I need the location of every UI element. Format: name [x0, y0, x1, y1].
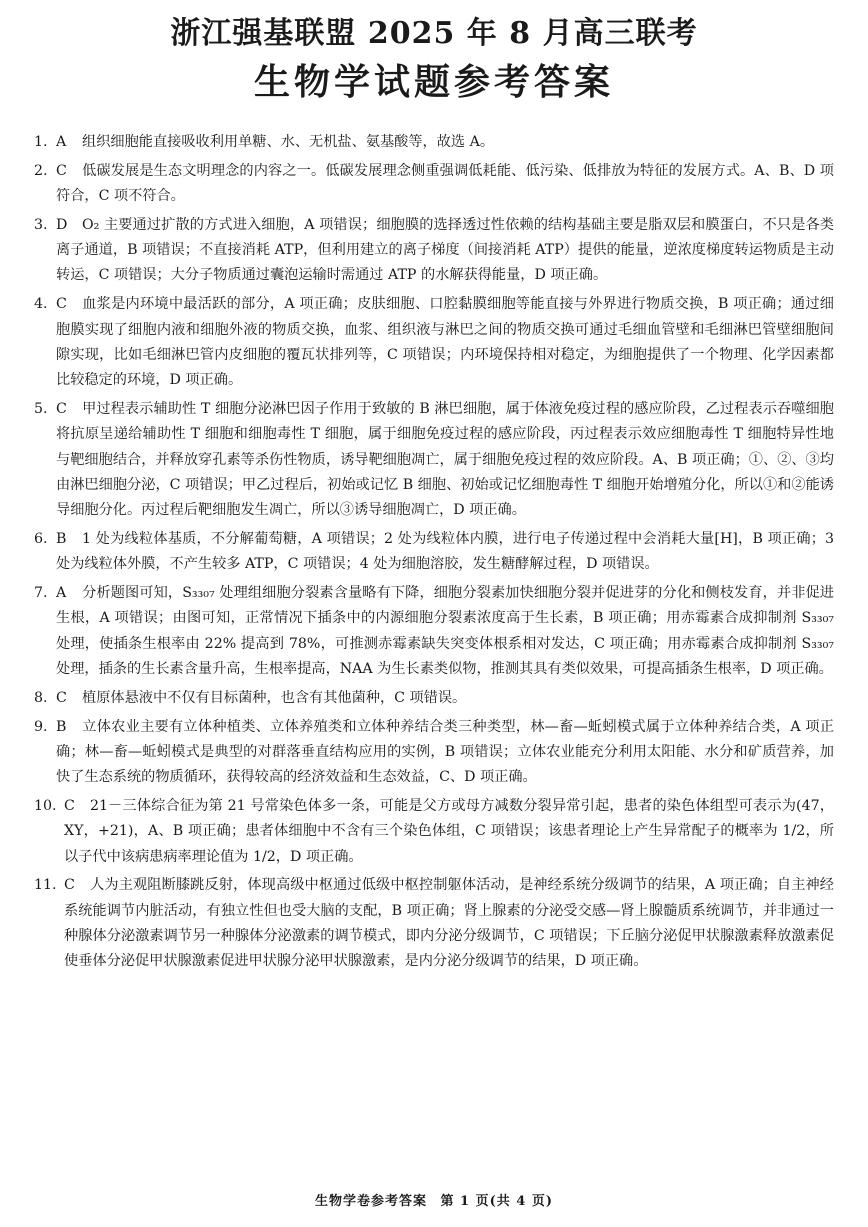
answer-choice: C [64, 797, 75, 814]
question-number: 10. [34, 797, 57, 814]
answer-choice: B [56, 718, 67, 735]
answer-explanation: 1 处为线粒体基质，不分解葡萄糖，A 项错误；2 处为线粒体内膜，进行电子传递过程中会消耗大量[H]，B 项正确；3 处为线粒体外膜，不产生较多 ATP，C 项错误；4 处为细胞溶胶，发生糖酵解过程，D 项错误。 [56, 530, 834, 573]
answer-item-2 [34, 159, 834, 210]
question-number: 3. [34, 216, 48, 233]
answer-item-5 [34, 397, 834, 523]
answer-choice: D [56, 216, 68, 233]
answer-choice: A [56, 585, 67, 602]
question-number: 5. [34, 400, 48, 417]
answer-explanation: 甲过程表示辅助性 T 细胞分泌淋巴因子作用于致敏的 B 淋巴细胞，属于体液免疫过程的感应阶段，乙过程表示吞噬细胞将抗原呈递给辅助性 T 细胞和细胞毒性 T 细胞，属于细胞免疫过程的感应阶段，丙过程表示效应细胞毒性 T 细胞特异性地与靶细胞结合，并释放穿孔素等杀伤性物质，诱导靶细胞凋亡，属于细胞免疫过程的效应阶段。A、B 项正确；①、②、③均由淋巴细胞分泌，C 项错误；甲乙过程后，初始或记忆 B 细胞、初始或记忆细胞毒性 T 细胞开始增殖分化，所以①和②能诱导细胞分化。丙过程后靶细胞发生凋亡，所以③诱导细胞凋亡，D 项正确。 [56, 400, 834, 519]
answer-item-9 [34, 715, 834, 791]
question-number: 1. [34, 134, 48, 150]
answer-item-4 [34, 292, 834, 393]
answer-explanation: 分析题图可知，S₃₃₀₇ 处理组细胞分裂素含量略有下降，细胞分裂素加快细胞分裂并促进芽的分化和侧枝发育，并非促进生根，A 项错误；由图可知，正常情况下插条中的内源细胞分裂素浓度高于生长素，B 项正确；用赤霉素合成抑制剂 S₃₃₀₇ 处理，使插条生根率由 22% 提高到 78%，可推测赤霉素缺失突变体根系相对发达，C 项正确；用赤霉素合成抑制剂 S₃₃₀₇ 处理，插条的生长素含量升高，生根率提高，NAA 为生长素类似物，推测其具有类似效果，可提高插条生根率，D 项正确。 [56, 585, 834, 677]
answer-explanation: 立体农业主要有立体种植类、立体养殖类和立体种养结合类三种类型，林—畜—蚯蚓模式属于立体种养结合类，A 项正确；林—畜—蚯蚓模式是典型的对群落垂直结构应用的实例，B 项错误；立体农业能充分利用太阳能、水分和矿质营养，加快了生态系统的物质循环，获得较高的经济效益和生态效益，C、D 项正确。 [56, 718, 834, 786]
question-number: 9. [34, 718, 48, 735]
answer-item-1 [34, 130, 834, 155]
page-number: 第 1 页(共 4 页) [440, 1194, 554, 1209]
answer-item-10 [34, 794, 834, 870]
answer-choice: C [56, 689, 67, 706]
answer-explanation: 低碳发展是生态文明理念的内容之一。低碳发展理念侧重强调低耗能、低污染、低排放为特征的发展方式。A、B、D 项符合，C 项不符合。 [56, 162, 834, 205]
answer-choice: C [56, 162, 67, 179]
answer-item-6 [34, 527, 834, 578]
answer-explanation: 血浆是内环境中最活跃的部分，A 项正确；皮肤细胞、口腔黏膜细胞等能直接与外界进行物质交换，B 项正确；通过细胞膜实现了细胞内液和细胞外液的物质交换，血浆、组织液与淋巴之间的物质交换可通过毛细血管壁和毛细淋巴管壁细胞间隙实现，比如毛细淋巴管内皮细胞的覆瓦状排列等，C 项错误；内环境保持相对稳定，为细胞提供了一个物理、化学因素都比较稳定的环境，D 项正确。 [56, 296, 834, 389]
question-number: 4. [34, 296, 48, 313]
answer-explanation: 植原体悬液中不仅有目标菌种，也含有其他菌种，C 项错误。 [82, 689, 467, 706]
answer-item-11 [34, 873, 834, 974]
answer-choice: C [56, 400, 67, 417]
question-number: 8. [34, 689, 48, 706]
answer-explanation: 组织细胞能直接吸收利用单糖、水、无机盐、氨基酸等，故选 A。 [82, 134, 495, 150]
footer-doc-name: 生物学卷参考答案 [314, 1194, 427, 1209]
answer-choice: B [56, 530, 67, 547]
answer-item-3 [34, 213, 834, 289]
answer-explanation: 人为主观阻断膝跳反射，体现高级中枢通过低级中枢控制躯体活动，是神经系统分级调节的结果，A 项正确；自主神经系统能调节内脏活动，有独立性但也受大脑的支配，B 项正确；肾上腺素的分泌受交感—肾上腺髓质系统调节，并非通过一种腺体分泌激素调节另一种腺体分泌激素的调节模式，即内分泌分级调节，C 项错误；下丘脑分泌促甲状腺激素释放激素促使垂体分泌促甲状腺激素促进甲状腺分泌甲状腺激素，是内分泌分级调节的结果，D 项正确。 [64, 877, 834, 970]
answer-choice: C [56, 296, 67, 313]
question-number: 7. [34, 585, 48, 602]
answer-item-7 [34, 581, 834, 682]
answer-choice: A [56, 134, 67, 150]
answer-item-8 [34, 686, 834, 711]
question-number: 11. [34, 877, 57, 894]
answer-list [34, 130, 834, 978]
answer-explanation: O₂ 主要通过扩散的方式进入细胞，A 项错误；细胞膜的选择透过性依赖的结构基础主要是脂双层和膜蛋白，不只是各类离子通道，B 项错误；不直接消耗 ATP，但利用建立的离子梯度（间接消耗 ATP）提供的能量，逆浓度梯度转运物质是主动转运，C 项错误；大分子物质通过囊泡运输时需通过 ATP 的水解获得能量，D 项正确。 [56, 216, 834, 284]
page-footer [0, 1190, 868, 1209]
question-number: 2. [34, 162, 48, 179]
answer-explanation: 21－三体综合征为第 21 号常染色体多一条，可能是父方或母方减数分裂异常引起，患者的染色体组型可表示为(47，XY，+21)，A、B 项正确；患者体细胞中不含有三个染色体组，C 项错误；该患者理论上产生异常配子的概率为 1/2，所以子代中该病患病率理论值为 1/2，D 项正确。 [64, 797, 834, 865]
exam-title: 浙江强基联盟 2025 年 8 月高三联考 [170, 16, 698, 51]
answer-choice: C [64, 877, 75, 894]
question-number: 6. [34, 530, 48, 547]
document-title: 生物学试题参考答案 [253, 61, 614, 103]
